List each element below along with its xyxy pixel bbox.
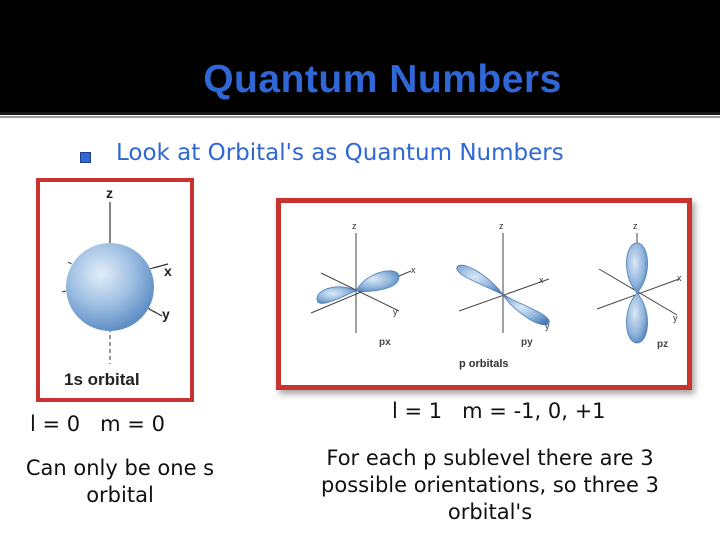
- svg-text:y: y: [545, 321, 550, 331]
- bullet-square-icon: [80, 152, 91, 163]
- s-orbital-figure: [36, 178, 194, 402]
- p-quantum-numbers: l = 1 m = -1, 0, +1: [392, 399, 606, 423]
- py-lobe-positive: [503, 295, 549, 325]
- pz-panel: [597, 221, 682, 343]
- pz-label: pz: [657, 339, 669, 350]
- svg-text:z: z: [633, 221, 638, 231]
- py-lobe-negative: [457, 265, 503, 295]
- svg-text:x: x: [539, 275, 544, 285]
- s-orbital-sphere: [66, 243, 154, 331]
- px-lobe-negative: [317, 287, 356, 304]
- p-description: For each p sublevel there are 3 possible orientations, so three 3 orbital's: [321, 446, 659, 524]
- px-label: px: [379, 337, 391, 348]
- y-axis-label: y: [162, 306, 170, 322]
- pz-lobe-bottom: [626, 293, 647, 343]
- s-orbital-caption: 1s orbital: [64, 370, 140, 389]
- s-orbital-diagram: [40, 182, 190, 398]
- p-orbitals-figure: [276, 198, 692, 390]
- s-description: Can only be one s orbital: [25, 456, 215, 507]
- svg-text:z: z: [499, 221, 504, 231]
- x-axis-label: x: [164, 263, 172, 279]
- px-lobe-positive: [356, 271, 399, 292]
- pz-lobe-top: [626, 243, 647, 293]
- py-panel: [457, 221, 550, 333]
- px-panel: [311, 221, 416, 333]
- svg-text:z: z: [352, 221, 357, 231]
- slide-title: Quantum Numbers: [203, 58, 562, 101]
- title-divider: [0, 112, 720, 115]
- s-quantum-numbers: l = 0 m = 0: [30, 412, 165, 436]
- p-orbitals-caption: p orbitals: [459, 358, 509, 370]
- py-label: py: [521, 337, 533, 348]
- svg-text:y: y: [673, 313, 678, 323]
- bullet-text: Look at Orbital's as Quantum Numbers: [116, 140, 564, 166]
- z-axis-label: z: [106, 185, 113, 201]
- svg-text:x: x: [677, 273, 682, 283]
- svg-text:y: y: [393, 307, 398, 317]
- title-divider-light: [0, 116, 720, 118]
- svg-text:x: x: [411, 265, 416, 275]
